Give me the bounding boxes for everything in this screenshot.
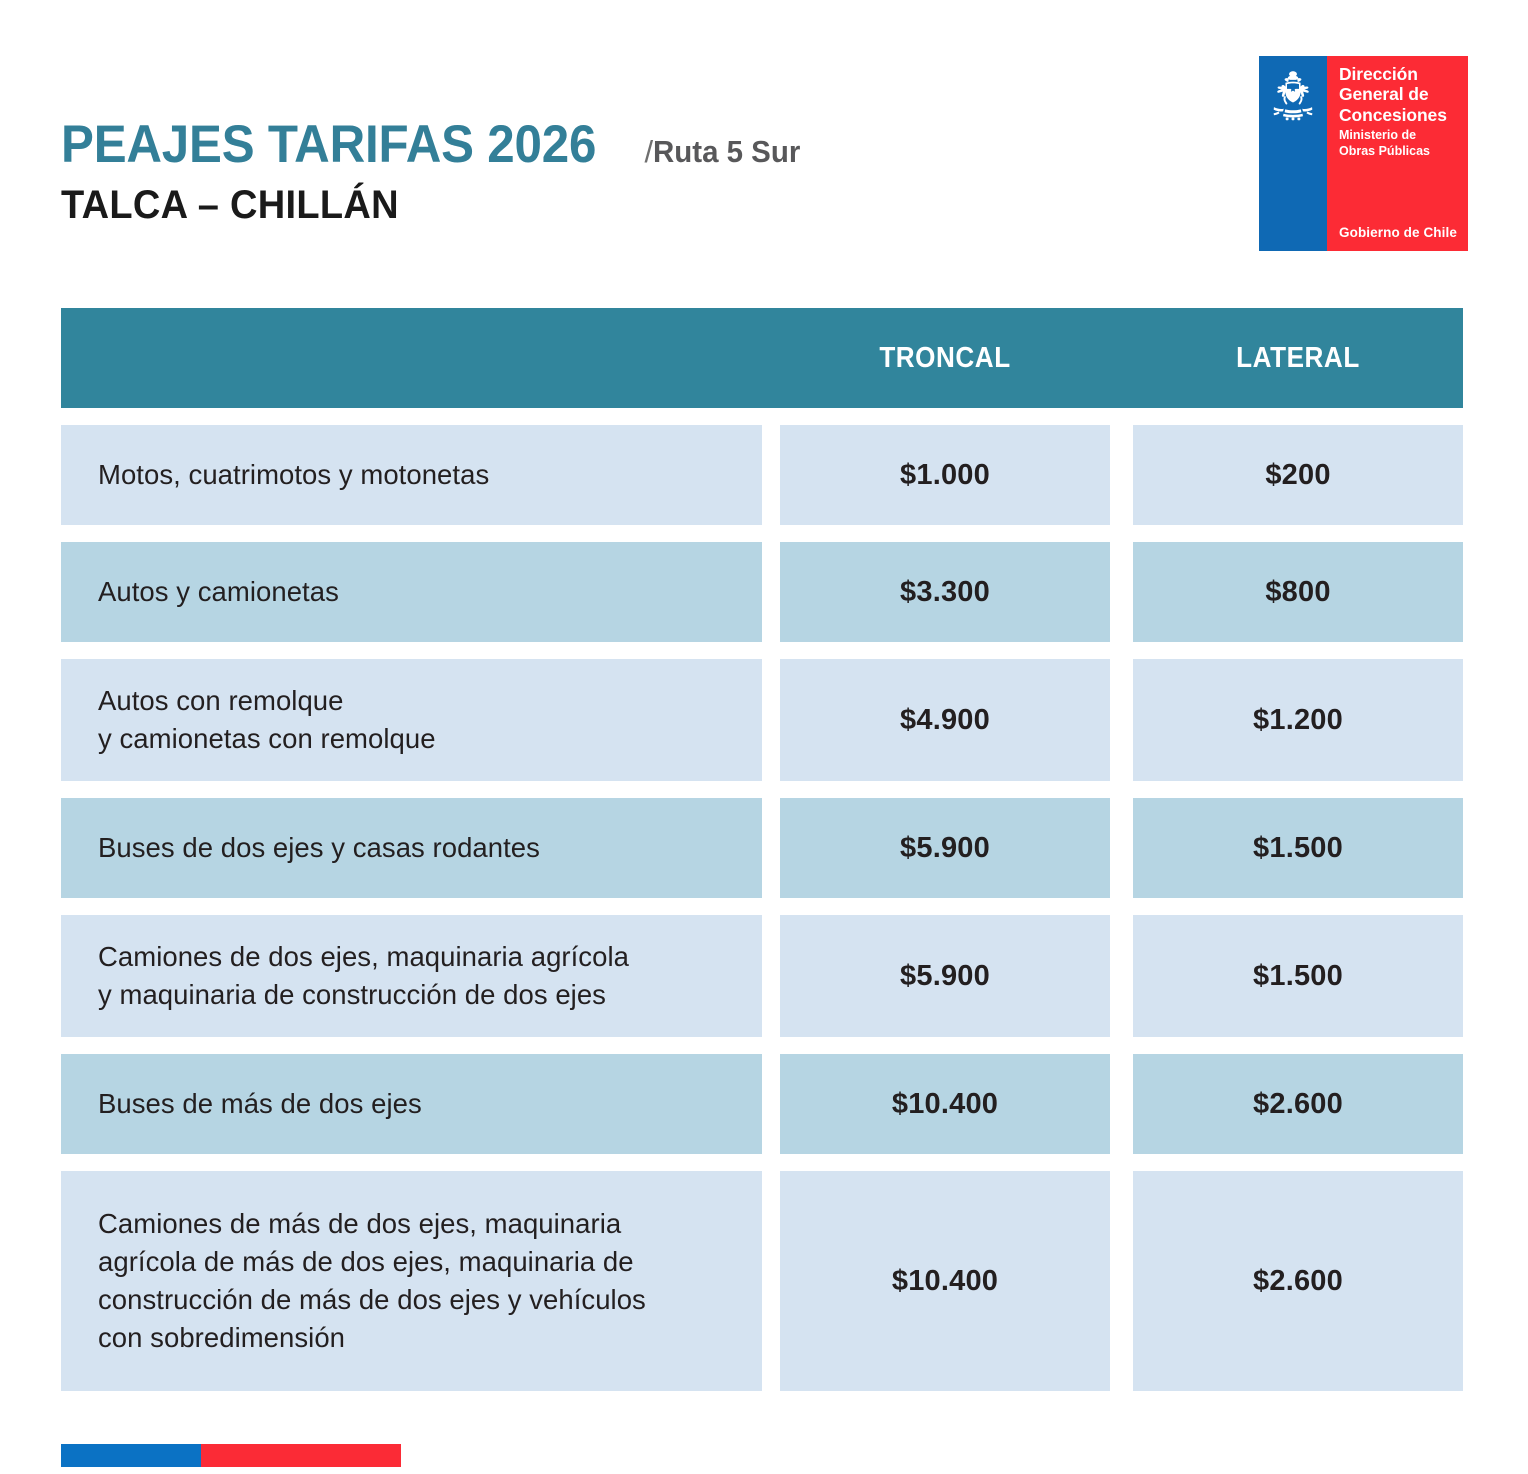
table-row [61, 1054, 1463, 1154]
logo-blue-panel [1259, 56, 1327, 251]
row-price-lateral: $200 [1133, 425, 1463, 525]
table-row [61, 425, 1463, 525]
logo-ministry-line-2: Obras Públicas [1339, 143, 1431, 158]
page-title: PEAJES TARIFAS 2026 [61, 115, 597, 174]
row-price-troncal: $4.900 [780, 659, 1110, 781]
table-row [61, 915, 1463, 1037]
title-route: Ruta 5 Sur [653, 134, 801, 169]
flag-blue-segment [61, 1444, 201, 1467]
row-vehicle-label: Autos y camionetas [61, 542, 762, 642]
chile-coat-of-arms-icon [1265, 70, 1321, 124]
column-header-lateral: LATERAL [1236, 341, 1360, 374]
column-header-troncal: TRONCAL [879, 341, 1011, 374]
chile-flag-stripe [61, 1444, 401, 1467]
title-line-primary [61, 115, 1061, 174]
logo-title-line-3: Concesiones [1339, 104, 1447, 125]
logo-government-label: Gobierno de Chile [1339, 225, 1457, 240]
table-row [61, 659, 1463, 781]
row-vehicle-label: Buses de más de dos ejes [61, 1054, 762, 1154]
title-separator: / [644, 134, 654, 169]
table-row [61, 798, 1463, 898]
row-vehicle-label: Camiones de dos ejes, maquinaria agrícola y maquinaria de construcción de dos ejes [61, 915, 762, 1037]
row-price-troncal: $1.000 [780, 425, 1110, 525]
tariff-table [61, 308, 1463, 1391]
row-price-lateral: $800 [1133, 542, 1463, 642]
row-price-troncal: $5.900 [780, 798, 1110, 898]
table-row [61, 542, 1463, 642]
row-price-troncal: $10.400 [780, 1171, 1110, 1391]
table-body [61, 425, 1463, 1391]
row-price-lateral: $1.200 [1133, 659, 1463, 781]
row-price-troncal: $10.400 [780, 1054, 1110, 1154]
logo-ministry-line-1: Ministerio de [1339, 128, 1417, 142]
page-title-block [61, 115, 1061, 227]
row-price-lateral: $1.500 [1133, 798, 1463, 898]
row-price-lateral: $1.500 [1133, 915, 1463, 1037]
logo-ministry-name [1339, 128, 1430, 159]
gobierno-de-chile-logo [1259, 56, 1468, 251]
row-price-lateral: $2.600 [1133, 1054, 1463, 1154]
row-price-troncal: $5.900 [780, 915, 1110, 1037]
logo-title-line-1: Dirección [1339, 64, 1418, 84]
row-vehicle-label: Motos, cuatrimotos y motonetas [61, 425, 762, 525]
table-header-row [61, 308, 1463, 408]
logo-title-line-2: General de [1339, 84, 1429, 105]
page-subtitle: TALCA – CHILLÁN [61, 183, 399, 227]
logo-organization-name [1339, 64, 1447, 125]
logo-red-panel [1327, 56, 1468, 251]
row-price-troncal: $3.300 [780, 542, 1110, 642]
table-row [61, 1171, 1463, 1391]
flag-red-segment [201, 1444, 401, 1467]
row-vehicle-label: Camiones de más de dos ejes, maquinaria agrícola de más de dos ejes, maquinaria de construcción de más de dos ejes y vehículos con sobredimensión [61, 1171, 762, 1391]
row-vehicle-label: Autos con remolque y camionetas con remolque [61, 659, 762, 781]
row-price-lateral: $2.600 [1133, 1171, 1463, 1391]
row-vehicle-label: Buses de dos ejes y casas rodantes [61, 798, 762, 898]
